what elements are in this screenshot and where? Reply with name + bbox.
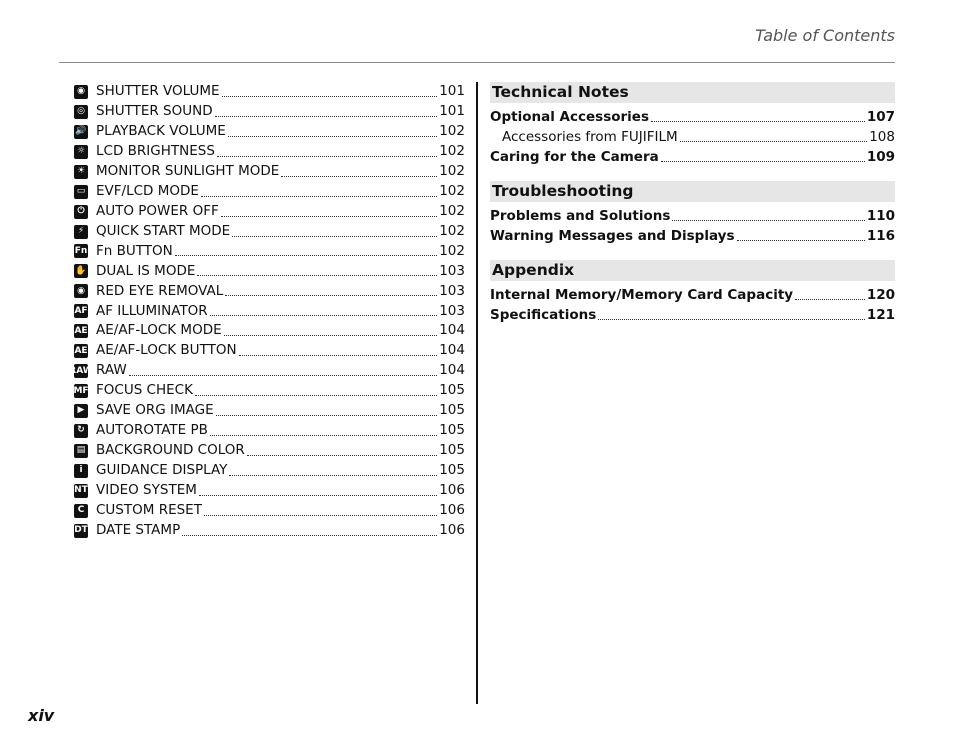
toc-entry[interactable] (74, 222, 465, 242)
toc-entry[interactable] (490, 147, 895, 167)
leader-dots (201, 187, 437, 197)
toc-entry-label: QUICK START MODE (96, 222, 231, 239)
date-stamp-icon: DT (74, 524, 88, 538)
leader-dots (281, 167, 437, 177)
toc-entry-page: 110 (866, 208, 895, 224)
toc-entry[interactable] (74, 102, 465, 122)
toc-entry-page: 104 (439, 342, 465, 359)
toc-entry-page: 102 (439, 143, 465, 160)
toc-entry-page: 103 (439, 262, 465, 279)
leader-dots (129, 366, 438, 376)
toc-entry-label: Problems and Solutions (490, 208, 671, 224)
toc-entry-label: Specifications (490, 307, 597, 323)
raw-icon: RAW (74, 364, 88, 378)
toc-entry[interactable] (74, 421, 465, 441)
leader-dots (680, 132, 868, 142)
toc-entry-label: FOCUS CHECK (96, 382, 193, 399)
toc-entry-label: AF ILLUMINATOR (96, 302, 208, 319)
playback-volume-icon: 🔊 (74, 125, 88, 139)
leader-dots (210, 426, 437, 436)
toc-entry-label: LCD BRIGHTNESS (96, 143, 215, 160)
leader-dots (217, 147, 437, 157)
toc-entry-label: SHUTTER SOUND (96, 103, 213, 120)
toc-entry-label: CUSTOM RESET (96, 501, 202, 518)
section-heading: Technical Notes (490, 82, 895, 103)
leader-dots (737, 231, 865, 241)
toc-entry-page: 102 (439, 162, 465, 179)
leader-dots (221, 207, 437, 217)
toc-entry-page: 103 (439, 302, 465, 319)
toc-entry[interactable] (74, 401, 465, 421)
ae-af-lock-button-icon: AE (74, 344, 88, 358)
toc-entry-page: 102 (439, 182, 465, 199)
toc-entry-label: EVF/LCD MODE (96, 182, 199, 199)
toc-entry-page: 102 (439, 242, 465, 259)
leader-dots (247, 446, 437, 456)
leader-dots (232, 227, 437, 237)
toc-entry-label: BACKGROUND COLOR (96, 442, 245, 459)
toc-section (490, 260, 895, 325)
column-divider (476, 82, 478, 704)
lcd-brightness-icon: ☼ (74, 145, 88, 159)
toc-entry[interactable] (74, 202, 465, 222)
toc-entry-page: 106 (439, 481, 465, 498)
evf-lcd-icon: ▭ (74, 185, 88, 199)
toc-entry[interactable] (74, 122, 465, 142)
toc-entry-label: GUIDANCE DISPLAY (96, 462, 228, 479)
toc-entry[interactable] (74, 461, 465, 481)
toc-entry-label: DATE STAMP (96, 521, 181, 538)
shutter-volume-icon: ◉ (74, 85, 88, 99)
quick-start-icon: ⚡ (74, 225, 88, 239)
leader-dots (216, 406, 438, 416)
leader-dots (204, 506, 437, 516)
toc-entry[interactable] (74, 481, 465, 501)
toc-entry-label: AE/AF-LOCK BUTTON (96, 342, 237, 359)
toc-entry-page: 109 (866, 149, 895, 165)
leader-dots (210, 306, 438, 316)
toc-entry-page: 102 (439, 222, 465, 239)
toc-entry-page: 105 (439, 462, 465, 479)
background-color-icon: ▤ (74, 444, 88, 458)
toc-entry-page: 121 (866, 307, 895, 323)
toc-entry-page: 102 (439, 123, 465, 140)
page-number: xiv (28, 706, 55, 725)
toc-entry-label: VIDEO SYSTEM (96, 481, 197, 498)
leader-dots (598, 310, 865, 320)
toc-entry[interactable] (74, 381, 465, 401)
toc-entry[interactable] (490, 226, 895, 246)
toc-entry[interactable] (490, 285, 895, 305)
toc-entry[interactable] (74, 142, 465, 162)
toc-entry[interactable] (74, 261, 465, 281)
guidance-display-icon: i (74, 464, 88, 478)
fn-button-icon: Fn (74, 244, 88, 258)
toc-entry-page: 105 (439, 442, 465, 459)
toc-entry-label: PLAYBACK VOLUME (96, 123, 226, 140)
toc-entry[interactable] (74, 162, 465, 182)
toc-entry-page: 106 (439, 521, 465, 538)
leader-dots (225, 286, 437, 296)
toc-entry-label: RED EYE REMOVAL (96, 282, 224, 299)
leader-dots (672, 211, 864, 221)
toc-entry[interactable] (74, 301, 465, 321)
appendix-toc-sections (490, 82, 895, 339)
toc-entry-label: Fn BUTTON (96, 242, 173, 259)
leader-dots (175, 246, 437, 256)
header-rule (59, 62, 895, 63)
section-heading: Troubleshooting (490, 181, 895, 202)
section-heading: Appendix (490, 260, 895, 281)
toc-entry-label: AUTO POWER OFF (96, 202, 219, 219)
page-header-title: Table of Contents (755, 26, 895, 45)
toc-entry-label: RAW (96, 362, 127, 379)
toc-entry[interactable] (490, 206, 895, 226)
af-illuminator-icon: AF (74, 304, 88, 318)
dual-is-icon: ✋ (74, 264, 88, 278)
focus-check-icon: MF (74, 384, 88, 398)
toc-entry-page: 120 (866, 287, 895, 303)
toc-entry-page: 107 (866, 109, 895, 125)
leader-dots (197, 266, 437, 276)
toc-entry[interactable] (74, 321, 465, 341)
leader-dots (215, 107, 438, 117)
toc-entry-label: MONITOR SUNLIGHT MODE (96, 162, 280, 179)
leader-dots (195, 386, 437, 396)
toc-entry[interactable] (74, 281, 465, 301)
leader-dots (182, 526, 437, 536)
toc-entry-page: 101 (439, 83, 465, 100)
toc-entry-label: Optional Accessories (490, 109, 649, 125)
custom-reset-icon: C (74, 504, 88, 518)
toc-entry-label: Accessories from FUJIFILM (502, 129, 678, 145)
leader-dots (224, 326, 438, 336)
toc-entry[interactable] (490, 305, 895, 325)
leader-dots (651, 112, 865, 122)
leader-dots (228, 127, 437, 137)
leader-dots (239, 346, 438, 356)
toc-entry[interactable] (74, 501, 465, 521)
leader-dots (229, 466, 437, 476)
toc-entry-page: 116 (866, 228, 895, 244)
toc-entry-page: 106 (439, 501, 465, 518)
toc-entry[interactable] (74, 182, 465, 202)
leader-dots (661, 152, 865, 162)
toc-entry[interactable] (74, 521, 465, 541)
toc-entry-page: 104 (439, 362, 465, 379)
toc-entry-page: 105 (439, 382, 465, 399)
toc-entry[interactable] (74, 341, 465, 361)
toc-entry[interactable] (69, 361, 465, 381)
ae-af-lock-mode-icon: AE (74, 324, 88, 338)
toc-entry[interactable] (74, 441, 465, 461)
toc-entry-label: SAVE ORG IMAGE (96, 402, 214, 419)
shutter-sound-icon: ◎ (74, 105, 88, 119)
toc-entry-page: 102 (439, 202, 465, 219)
autorotate-pb-icon: ↻ (74, 424, 88, 438)
toc-entry-page: 103 (439, 282, 465, 299)
settings-toc-list (69, 82, 465, 541)
toc-entry-label: DUAL IS MODE (96, 262, 196, 279)
toc-entry-label: AUTOROTATE PB (96, 422, 208, 439)
leader-dots (199, 486, 437, 496)
toc-section (490, 82, 895, 167)
toc-entry[interactable] (74, 82, 465, 102)
leader-dots (222, 87, 438, 97)
toc-entry-page: 105 (439, 422, 465, 439)
toc-entry-label: Internal Memory/Memory Card Capacity (490, 287, 794, 303)
auto-power-off-icon: ⏻ (74, 205, 88, 219)
toc-entry-label: AE/AF-LOCK MODE (96, 322, 222, 339)
video-system-icon: NT (74, 484, 88, 498)
toc-entry-label: SHUTTER VOLUME (96, 83, 220, 100)
toc-entry-label: Warning Messages and Displays (490, 228, 735, 244)
toc-entry-page: 105 (439, 402, 465, 419)
toc-section (490, 181, 895, 246)
save-org-image-icon: ▶ (74, 404, 88, 418)
leader-dots (795, 290, 865, 300)
toc-entry-page: 101 (439, 103, 465, 120)
toc-entry-label: Caring for the Camera (490, 149, 659, 165)
monitor-sunlight-icon: ☀ (74, 165, 88, 179)
toc-entry-page: 108 (869, 129, 895, 145)
toc-entry-page: 104 (439, 322, 465, 339)
toc-entry[interactable] (74, 242, 465, 262)
red-eye-icon: ◉ (74, 284, 88, 298)
toc-entry[interactable] (490, 127, 895, 147)
toc-entry[interactable] (490, 107, 895, 127)
